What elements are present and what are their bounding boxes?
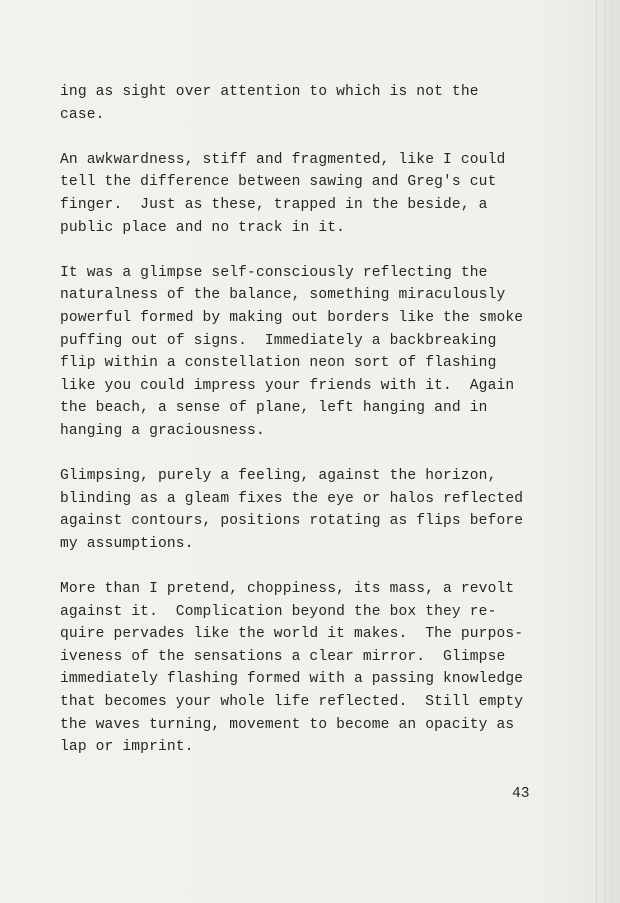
- page-number: 43: [512, 786, 530, 802]
- page-edge: [596, 0, 597, 903]
- page-edge: [611, 0, 612, 903]
- page-edge: [604, 0, 605, 903]
- paragraph-3: It was a glimpse self-consciously reflecting the naturalness of the balance, something miraculously powerful formed by making out borders like the smoke puffing out of signs. Immediately a backbreaking flip within a constellation neon sort of flashing like you could impress your friends with it. Again the beach, a sense of plane, left hanging and in hanging a graciousness.: [60, 264, 524, 439]
- paragraph-4: Glimpsing, purely a feeling, against the horizon, blinding as a gleam fixes the eye or halos reflected against contours, positions rotating as flips before my assumptions.: [60, 468, 524, 552]
- body-text: [60, 81, 530, 781]
- paragraph-5: More than I pretend, choppiness, its mass, a revolt against it. Complication beyond the box they re- quire pervades like the world it makes. The purpos- iveness of the sensations a clear mirror. Glimpse immediately flashing formed with a passing knowledge that becomes your whole life reflected. Still empty the waves turning, movement to become an opacity as lap or imprint.: [60, 581, 524, 756]
- paragraph-1: ing as sight over attention to which is not the case.: [60, 84, 479, 123]
- paragraph-2: An awkwardness, stiff and fragmented, like I could tell the difference between sawing and Greg's cut finger. Just as these, trapped in the beside, a public place and no track in it.: [60, 151, 506, 236]
